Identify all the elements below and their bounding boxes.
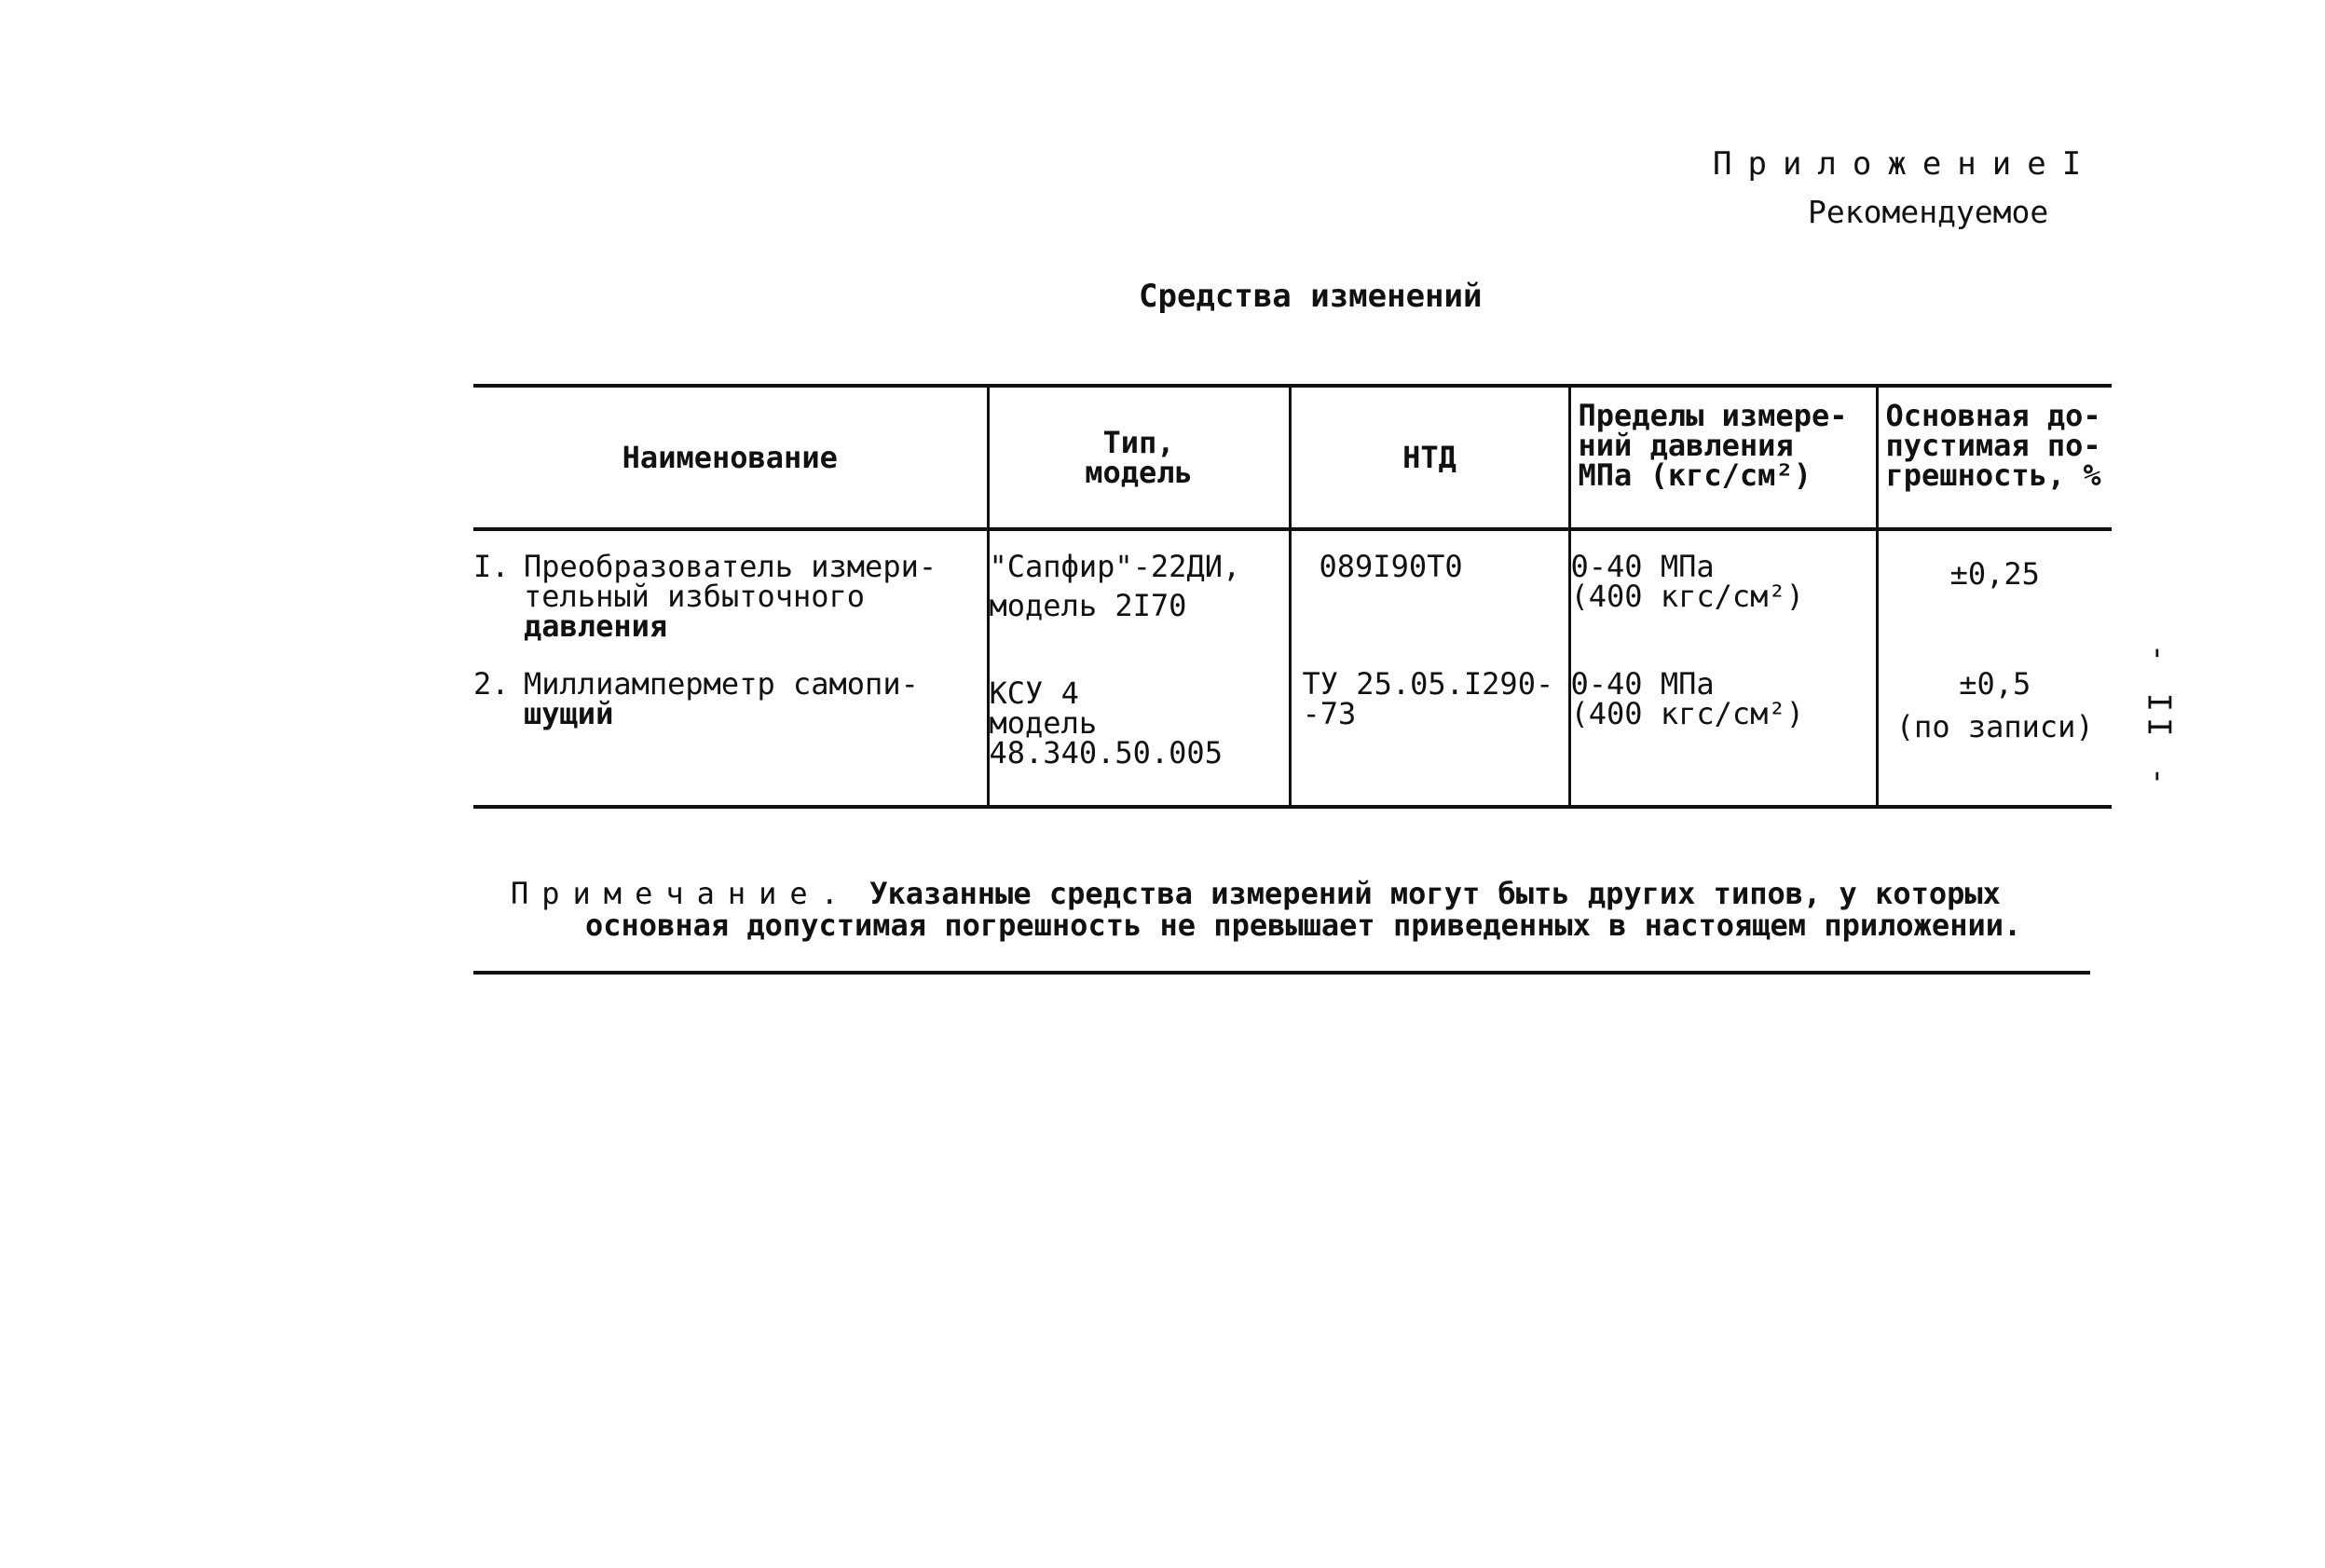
type-line2: модель <box>989 705 1098 741</box>
header-error <box>1877 386 2112 529</box>
error-line2: (по записи) <box>1895 709 2094 744</box>
header-name-text: Наименование <box>622 440 838 475</box>
note-text-line1: Указанные средства измерений могут быть других типов, у которых <box>869 876 2001 911</box>
error-line1: ±0,25 <box>1949 556 2040 592</box>
table-note <box>511 878 2095 941</box>
name-line1: Миллиамперметр самопи- <box>524 666 919 702</box>
page-number <box>2140 643 2178 792</box>
header-range-line1: Пределы измере- <box>1578 398 1848 433</box>
error-line1: ±0,5 <box>1959 666 2031 702</box>
ntd-line2: -73 <box>1302 696 1357 731</box>
cell-name <box>473 641 988 807</box>
row-number: I. <box>473 549 510 584</box>
measurement-tools-table-wrapper <box>473 384 2112 809</box>
appendix-subtitle: Рекомендуемое <box>1808 194 2049 230</box>
ntd-line1: 089I90Т0 <box>1319 549 1463 584</box>
cell-ntd <box>1290 641 1569 807</box>
appendix-label: ПриложениеI <box>1713 145 2098 183</box>
cell-range <box>1569 529 1877 641</box>
header-error-line1: Основная до- <box>1885 398 2101 433</box>
header-error-line2: пустимая по- <box>1885 428 2101 463</box>
type-line3: 48.340.50.005 <box>989 735 1223 770</box>
header-ntd <box>1290 386 1569 529</box>
type-line2: модель 2I70 <box>989 588 1187 623</box>
cell-error <box>1877 641 2112 807</box>
range-line1: 0-40 МПа <box>1570 666 1715 702</box>
header-type-line1: Тип, <box>1102 425 1175 460</box>
cell-type <box>988 529 1290 641</box>
name-line2: шущий <box>524 696 614 731</box>
table-row <box>473 641 2112 807</box>
table-row <box>473 529 2112 641</box>
table-header-row <box>473 386 2112 529</box>
cell-ntd <box>1290 529 1569 641</box>
cell-range <box>1569 641 1877 807</box>
cell-name <box>473 529 988 644</box>
bottom-divider <box>473 971 2090 975</box>
name-line3: давления <box>524 608 668 644</box>
name-line2: тельный избыточного <box>524 579 866 614</box>
range-line1: 0-40 МПа <box>1570 549 1715 584</box>
measurement-tools-table <box>473 384 2112 809</box>
document-title: Средства изменений <box>1139 278 1483 315</box>
header-range-line3: МПа (кгс/см²) <box>1578 457 1812 493</box>
header-type-line2: модель <box>1085 455 1193 490</box>
note-text-line2: основная допустимая погрешность не превышает приведенных в настоящем приложении. <box>585 907 2022 943</box>
row-number: 2. <box>473 666 510 702</box>
header-error-line3: грешность, % <box>1885 457 2101 493</box>
cell-type <box>988 641 1290 807</box>
name-line1: Преобразователь измери- <box>524 549 937 584</box>
type-line1: КСУ 4 <box>989 675 1079 711</box>
header-name <box>473 386 988 529</box>
cell-error <box>1877 529 2112 641</box>
note-lead: Примечание. <box>511 876 852 911</box>
range-line2: (400 кгс/см²) <box>1570 579 1804 614</box>
page-number-text: - II - <box>2140 643 2178 792</box>
header-type <box>988 386 1290 529</box>
header-range-line2: ний давления <box>1578 428 1794 463</box>
range-line2: (400 кгс/см²) <box>1570 696 1804 731</box>
type-line1: "Сапфир"-22ДИ, <box>989 549 1241 584</box>
header-ntd-text: НТД <box>1402 440 1457 475</box>
ntd-line1: ТУ 25.05.I290- <box>1302 666 1554 702</box>
header-range <box>1569 386 1877 529</box>
